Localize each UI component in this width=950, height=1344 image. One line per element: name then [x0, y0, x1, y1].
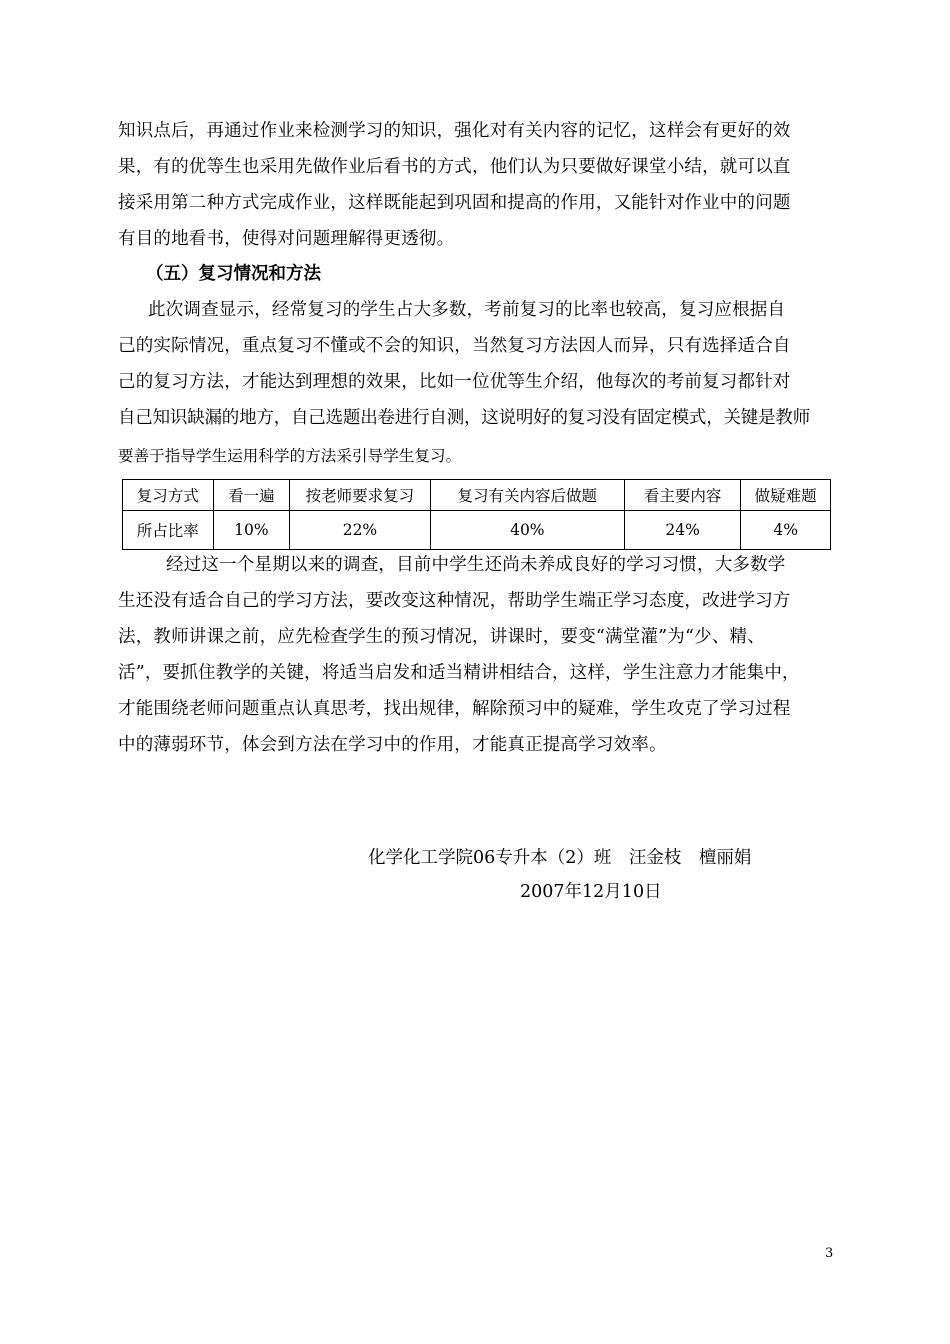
paragraph-3-line-4: 活”，要抓住教学的关键，将适当启发和适当精讲相结合，这样，学生注意力才能集中，: [118, 663, 800, 683]
paragraph-3-line-2: 生还没有适合自己的学习方法，要改变这种情况，帮助学生端正学习态度，改进学习方: [118, 591, 791, 611]
table-cell: 所占比率: [123, 511, 214, 550]
table-cell: 4%: [741, 511, 831, 550]
page-number: 3: [825, 1246, 834, 1261]
paragraph-1-line-1: 知识点后，再通过作业来检测学习的知识，强化对有关内容的记忆，这样会有更好的效: [118, 121, 791, 141]
table-row: [123, 511, 831, 550]
table-cell: 按老师要求复习: [290, 480, 431, 511]
paragraph-2-line-2: 己的实际情况，重点复习不懂或不会的知识，当然复习方法因人而异，只有选择适合自: [118, 336, 791, 356]
paragraph-3-line-6: 中的薄弱环节，体会到方法在学习中的作用，才能真正提高学习效率。: [118, 735, 667, 755]
table-cell: 24%: [624, 511, 740, 550]
table-cell: 看一遍: [213, 480, 290, 511]
section-heading: （五）复习情况和方法: [146, 264, 321, 284]
table-cell: 复习有关内容后做题: [430, 480, 624, 511]
paragraph-2-line-1: 此次调查显示，经常复习的学生占大多数，考前复习的比率也较高，复习应根据自: [148, 300, 786, 320]
paragraph-1-line-4: 有目的地看书，使得对问题理解得更透彻。: [118, 229, 455, 249]
paragraph-2-line-5: 要善于指导学生运用科学的方法采引导学生复习。: [118, 447, 462, 465]
table-cell: 看主要内容: [624, 480, 740, 511]
table-header-row: [123, 480, 831, 511]
table-cell: 做疑难题: [741, 480, 831, 511]
review-method-table: [122, 479, 831, 550]
paragraph-2-line-3: 己的复习方法，才能达到理想的效果，比如一位优等生介绍，他每次的考前复习都针对: [118, 372, 791, 392]
paragraph-3-line-5: 才能围绕老师问题重点认真思考，找出规律，解除预习中的疑难，学生攻克了学习过程: [118, 699, 791, 719]
paragraph-3-line-3: 法，教师讲课之前，应先检查学生的预习情况，讲课时，要变“满堂灌”为“少、精、: [118, 627, 765, 647]
paragraph-3-line-1: 经过这一个星期以来的调查，目前中学生还尚未养成良好的学习习惯，大多数学: [166, 555, 786, 575]
signature-date: 2007年12月10日: [520, 882, 662, 902]
author-line: 化学化工学院06专升本（2）班 汪金枝 檀丽娟: [368, 848, 752, 868]
table-cell: 10%: [213, 511, 290, 550]
table-cell: 40%: [430, 511, 624, 550]
paragraph-1-line-2: 果，有的优等生也采用先做作业后看书的方式，他们认为只要做好课堂小结，就可以直: [118, 157, 791, 177]
paragraph-1-line-3: 接采用第二种方式完成作业，这样既能起到巩固和提高的作用，又能针对作业中的问题: [118, 193, 791, 213]
table-cell: 复习方式: [123, 480, 214, 511]
table-cell: 22%: [290, 511, 431, 550]
paragraph-2-line-4: 自己知识缺漏的地方，自己选题出卷进行自测，这说明好的复习没有固定模式，关键是教师: [118, 408, 810, 428]
